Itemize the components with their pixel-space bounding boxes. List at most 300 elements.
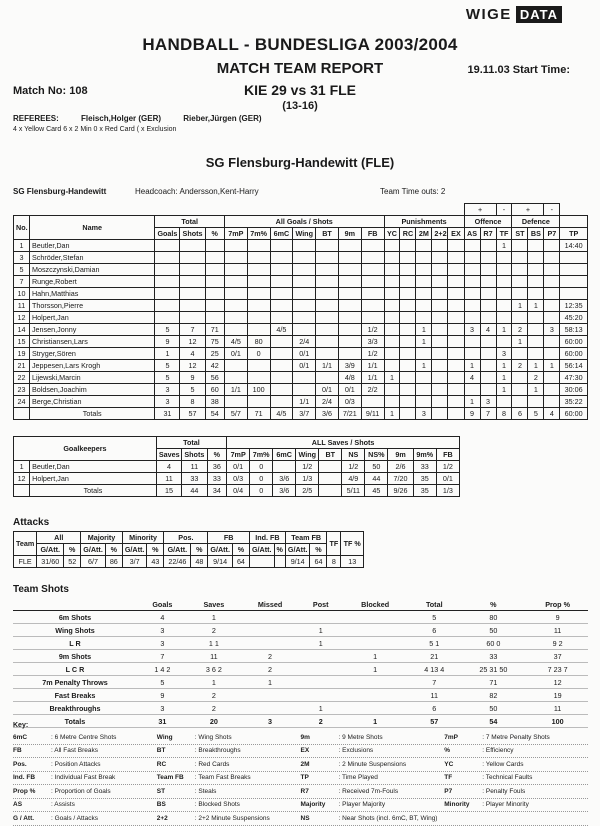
attacks-table-wrap	[13, 531, 364, 568]
attacks-cell: 3/7	[122, 556, 147, 568]
ts-cell: 1	[240, 676, 300, 689]
col-no: No.	[14, 216, 30, 240]
attacks-cell: 43	[147, 556, 164, 568]
player-cell	[512, 264, 528, 276]
gk-cell	[319, 473, 342, 485]
player-cell	[528, 312, 544, 324]
col-ex: EX	[448, 228, 464, 240]
ts-cell: 2	[240, 663, 300, 676]
ts-cell	[341, 611, 409, 624]
key-desc: : Goals / Attacks	[51, 814, 98, 822]
gk-cell: 11	[156, 473, 181, 485]
player-cell	[384, 360, 400, 372]
ts-cell: 3 6 2	[188, 663, 240, 676]
player-cell	[528, 288, 544, 300]
key-item	[444, 761, 588, 768]
player-cell	[361, 312, 384, 324]
player-cell: 60	[205, 384, 224, 396]
player-cell	[270, 252, 293, 264]
gk-cell: 4	[156, 461, 181, 473]
player-cell	[480, 372, 496, 384]
logo-data: DATA	[516, 6, 562, 23]
player-cell: 1	[416, 324, 432, 336]
player-cell	[293, 240, 316, 252]
player-cell	[316, 276, 339, 288]
key-desc: : All Fast Breaks	[51, 747, 98, 755]
col-rc: RC	[400, 228, 416, 240]
ts-cell: 3	[137, 702, 188, 715]
group-total: Total	[155, 216, 225, 228]
key-desc: : 6 Metre Centre Shots	[51, 733, 117, 741]
player-cell	[464, 348, 480, 360]
player-row	[14, 348, 588, 360]
player-cell	[432, 300, 448, 312]
gk-name: Holpert,Jan	[30, 473, 157, 485]
totals-cell: 7	[480, 408, 496, 420]
totals-cell: 5	[528, 408, 544, 420]
attacks-cell: 86	[105, 556, 122, 568]
player-cell	[448, 288, 464, 300]
player-cell: 1/1	[316, 360, 339, 372]
player-cell	[316, 372, 339, 384]
ts-col: Missed	[240, 598, 300, 611]
ts-totals-cell: 54	[460, 715, 528, 728]
gk-saves-group: ALL Saves / Shots	[227, 437, 460, 449]
ts-label: 9m Shots	[13, 650, 137, 663]
player-cell	[528, 264, 544, 276]
player-cell	[270, 276, 293, 288]
attacks-tf-pct-header: TF %	[341, 532, 364, 556]
ts-cell: 5	[137, 676, 188, 689]
group-punishments: Punishments	[384, 216, 464, 228]
player-cell	[338, 300, 361, 312]
referee-1: Fleisch,Holger (GER)	[81, 114, 162, 123]
attacks-cell: 8	[327, 556, 341, 568]
key-item	[301, 734, 445, 741]
referees-label: REFEREES:	[13, 114, 59, 123]
player-name: Thorsson,Pierre	[29, 300, 154, 312]
player-cell	[544, 312, 560, 324]
player-cell: 1	[416, 360, 432, 372]
key-abbr: 9m	[300, 733, 310, 741]
player-cell	[432, 324, 448, 336]
player-cell: 1	[528, 360, 544, 372]
player-cell	[480, 264, 496, 276]
player-cell: 1/1	[361, 360, 384, 372]
player-cell	[155, 300, 180, 312]
key-abbr: YC	[444, 760, 454, 768]
players-pm-row	[14, 204, 588, 216]
attacks-cell	[274, 556, 285, 568]
player-cell	[205, 240, 224, 252]
player-cell: 2/4	[293, 336, 316, 348]
player-cell	[512, 396, 528, 408]
attacks-cell: 64	[310, 556, 327, 568]
player-cell: 2	[512, 360, 528, 372]
ts-cell	[341, 637, 409, 650]
player-cell: 71	[205, 324, 224, 336]
offence-minus: -	[496, 204, 512, 216]
player-cell: 1	[512, 336, 528, 348]
key-row	[13, 745, 588, 759]
referee-2: Rieber,Jürgen (GER)	[183, 114, 262, 123]
player-cell: 1	[416, 336, 432, 348]
team-shots-row	[13, 611, 588, 624]
ts-cell: 5	[409, 611, 460, 624]
player-cell	[464, 240, 480, 252]
key-desc: : 7 Metre Penalty Shots	[482, 733, 550, 741]
player-cell	[316, 300, 339, 312]
ts-col: %	[460, 598, 528, 611]
player-cell	[316, 240, 339, 252]
ts-cell: 1	[341, 663, 409, 676]
defence-minus: -	[544, 204, 560, 216]
player-cell	[432, 360, 448, 372]
key-item	[13, 788, 157, 795]
col-wing: Wing	[293, 228, 316, 240]
ts-totals-cell: 57	[409, 715, 460, 728]
ts-totals-cell: Totals	[13, 715, 137, 728]
gk-cell: 0/3	[227, 473, 250, 485]
match-score: KIE 29 vs 31 FLE	[243, 82, 357, 98]
player-cell	[224, 264, 247, 276]
key-item	[157, 815, 301, 822]
players-table-wrap	[13, 203, 588, 420]
player-cell	[316, 312, 339, 324]
report-subtitle: MATCH TEAM REPORT	[216, 60, 384, 77]
player-cell	[416, 264, 432, 276]
team-shots-header-row	[13, 598, 588, 611]
player-name: Christiansen,Lars	[29, 336, 154, 348]
attacks-sub-gatt: G/Att.	[122, 544, 147, 556]
player-cell: 0	[247, 348, 270, 360]
player-cell: 1	[496, 324, 512, 336]
gk-totals-cell: 0	[250, 485, 273, 497]
gk-cell	[273, 461, 296, 473]
player-cell: 1/2	[361, 324, 384, 336]
gk-cell: 11	[182, 461, 207, 473]
offence-plus: +	[464, 204, 496, 216]
col-fb: FB	[361, 228, 384, 240]
player-cell	[432, 312, 448, 324]
player-cell	[384, 312, 400, 324]
player-cell: 2	[528, 372, 544, 384]
gk-cell: 1/3	[296, 473, 319, 485]
player-name: Boldsen,Joachim	[29, 384, 154, 396]
player-cell: 7	[180, 324, 205, 336]
key-abbr: Ind. FB	[13, 774, 36, 782]
player-row	[14, 264, 588, 276]
col-r7: R7	[480, 228, 496, 240]
player-cell: 0/3	[338, 396, 361, 408]
gk-cell: 1/2	[296, 461, 319, 473]
player-cell	[361, 288, 384, 300]
player-cell: 24	[14, 396, 30, 408]
key-abbr: TP	[300, 774, 309, 782]
key-item	[444, 734, 588, 741]
player-cell	[512, 312, 528, 324]
player-cell	[496, 312, 512, 324]
player-cell: 60:00	[560, 348, 588, 360]
player-cell: 4	[180, 348, 205, 360]
player-cell	[205, 300, 224, 312]
player-cell	[512, 252, 528, 264]
player-cell	[512, 384, 528, 396]
ts-cell	[300, 663, 341, 676]
attacks-cell: 9/14	[285, 556, 310, 568]
ts-col: Goals	[137, 598, 188, 611]
ts-cell: 4 13 4	[409, 663, 460, 676]
player-cell	[155, 288, 180, 300]
gk-total-group: Total	[156, 437, 226, 449]
attacks-cell: 9/14	[208, 556, 233, 568]
key-item	[301, 801, 445, 808]
ts-label: L R	[13, 637, 137, 650]
player-cell: 14:40	[560, 240, 588, 252]
gk-totals-cell: Totals	[30, 485, 157, 497]
gk-col-7m-: 7m%	[250, 449, 273, 461]
ts-cell	[240, 702, 300, 715]
player-cell: 3/3	[361, 336, 384, 348]
player-cell	[400, 240, 416, 252]
headcoach: Headcoach: Andersson,Kent-Harry	[135, 187, 259, 196]
team-shots-table	[13, 598, 588, 728]
key-abbr: BS	[156, 801, 166, 809]
col-name: Name	[29, 216, 154, 240]
player-cell	[432, 348, 448, 360]
player-cell: 11	[14, 300, 30, 312]
player-cell: 21	[14, 360, 30, 372]
key-desc: : 9 Metre Shots	[338, 733, 383, 741]
halftime-score: (13-16)	[282, 100, 318, 112]
key-desc: : Penalty Fouls	[482, 787, 526, 795]
ts-cell: 3	[137, 637, 188, 650]
player-row	[14, 360, 588, 372]
ts-cell: 21	[409, 650, 460, 663]
key-item	[157, 761, 301, 768]
ts-cell	[240, 611, 300, 624]
totals-cell: 4	[544, 408, 560, 420]
key-desc: : Wing Shots	[194, 733, 232, 741]
player-cell	[528, 396, 544, 408]
player-cell	[384, 396, 400, 408]
key-item	[444, 788, 588, 795]
player-cell	[400, 276, 416, 288]
key-abbr: FB	[13, 747, 22, 755]
player-cell	[270, 264, 293, 276]
player-cell	[432, 288, 448, 300]
player-cell	[400, 264, 416, 276]
gk-col-fb: FB	[436, 449, 459, 461]
player-cell	[293, 288, 316, 300]
player-cell: 2	[512, 324, 528, 336]
key-item	[301, 815, 445, 822]
player-cell	[293, 324, 316, 336]
ts-col: Saves	[188, 598, 240, 611]
ts-cell: 1	[300, 624, 341, 637]
gk-cell: 0	[250, 461, 273, 473]
key-abbr: RC	[156, 760, 167, 768]
player-cell	[560, 276, 588, 288]
col-shots: Shots	[180, 228, 205, 240]
player-cell	[432, 276, 448, 288]
attacks-sub-pct: %	[147, 544, 164, 556]
player-cell: 4/5	[224, 336, 247, 348]
key-item	[301, 788, 445, 795]
player-cell	[384, 240, 400, 252]
player-cell: 15	[14, 336, 30, 348]
player-cell: 56	[205, 372, 224, 384]
attacks-tf-header: TF	[327, 532, 341, 556]
player-cell	[247, 240, 270, 252]
player-cell: 0/1	[224, 348, 247, 360]
attacks-sub-row	[14, 544, 364, 556]
player-row	[14, 384, 588, 396]
player-cell	[560, 252, 588, 264]
key-desc: : Position Attacks	[51, 760, 101, 768]
gk-col-saves: Saves	[156, 449, 181, 461]
player-cell	[544, 384, 560, 396]
player-name: Jeppesen,Lars Krogh	[29, 360, 154, 372]
player-cell	[384, 324, 400, 336]
blank-cell	[560, 204, 588, 216]
key-desc: : Efficiency	[482, 747, 514, 755]
key-desc: : Time Played	[338, 774, 378, 782]
player-cell: 1	[528, 384, 544, 396]
players-totals-row	[14, 408, 588, 420]
ts-cell: 9	[527, 611, 588, 624]
player-cell	[247, 252, 270, 264]
gk-col-shots: Shots	[182, 449, 207, 461]
col-yc: YC	[384, 228, 400, 240]
player-cell	[155, 276, 180, 288]
key-abbr: TF	[444, 774, 453, 782]
player-row	[14, 396, 588, 408]
gk-cell: 12	[14, 473, 30, 485]
key-abbr: 7mP	[444, 733, 458, 741]
player-cell: 25	[205, 348, 224, 360]
key-desc: : Red Cards	[194, 760, 230, 768]
ts-col	[13, 598, 137, 611]
player-cell: 0/1	[293, 348, 316, 360]
key-abbr: AS	[13, 801, 23, 809]
player-name: Moszczynski,Damian	[29, 264, 154, 276]
player-cell	[416, 252, 432, 264]
player-cell: 1	[14, 240, 30, 252]
gk-cell: 44	[365, 473, 388, 485]
key-item	[301, 774, 445, 781]
gk-totals-cell: 34	[207, 485, 227, 497]
player-cell	[496, 252, 512, 264]
player-cell: 12:35	[560, 300, 588, 312]
key-row	[13, 799, 588, 813]
player-cell	[432, 384, 448, 396]
gk-cell: 50	[365, 461, 388, 473]
player-cell: 42	[205, 360, 224, 372]
col-tp: TP	[560, 228, 588, 240]
player-cell	[361, 264, 384, 276]
key-desc: : Breakthroughs	[194, 747, 241, 755]
player-cell	[448, 252, 464, 264]
ts-label: 6m Shots	[13, 611, 137, 624]
attacks-group: Ind. FB	[249, 532, 285, 544]
player-cell	[464, 384, 480, 396]
gk-col-9m-: 9m%	[413, 449, 436, 461]
key-abbr: 2M	[300, 760, 310, 768]
ts-cell: 71	[460, 676, 528, 689]
player-cell	[224, 360, 247, 372]
player-cell	[464, 300, 480, 312]
totals-cell: 3/6	[316, 408, 339, 420]
player-cell	[384, 288, 400, 300]
ts-cell	[300, 676, 341, 689]
ts-cell: 80	[460, 611, 528, 624]
player-cell	[544, 276, 560, 288]
team-shots-row	[13, 663, 588, 676]
player-cell	[496, 276, 512, 288]
player-cell	[400, 300, 416, 312]
attacks-cell: 6/7	[81, 556, 106, 568]
player-cell: 9	[155, 336, 180, 348]
key-item	[13, 774, 157, 781]
attacks-sub-gatt: G/Att.	[285, 544, 310, 556]
player-cell	[338, 324, 361, 336]
player-cell	[464, 288, 480, 300]
player-cell	[432, 336, 448, 348]
player-cell	[560, 288, 588, 300]
player-cell	[247, 276, 270, 288]
player-cell	[432, 372, 448, 384]
player-cell	[180, 276, 205, 288]
totals-cell: Totals	[29, 408, 154, 420]
gk-cell: 0/1	[436, 473, 459, 485]
player-cell: 47:30	[560, 372, 588, 384]
gk-row	[14, 461, 460, 473]
player-cell: 2/2	[361, 384, 384, 396]
referees	[13, 114, 282, 123]
col-7m-: 7m%	[247, 228, 270, 240]
player-cell	[400, 324, 416, 336]
player-cell	[338, 348, 361, 360]
player-cell	[448, 300, 464, 312]
match-number: Match No: 108	[13, 85, 88, 97]
gk-totals-cell	[319, 485, 342, 497]
player-name: Holpert,Jan	[29, 312, 154, 324]
ts-cell: 6	[409, 702, 460, 715]
ts-cell	[240, 637, 300, 650]
ts-cell: 1	[188, 611, 240, 624]
ts-cell	[341, 702, 409, 715]
player-cell: 23	[14, 384, 30, 396]
player-cell: 30:06	[560, 384, 588, 396]
key-item	[157, 801, 301, 808]
ts-cell: 50	[460, 702, 528, 715]
logo-wige: WIGE	[465, 6, 512, 23]
player-cell	[270, 372, 293, 384]
player-cell	[247, 300, 270, 312]
player-row	[14, 372, 588, 384]
player-row	[14, 288, 588, 300]
gk-col-ns-: NS%	[365, 449, 388, 461]
player-cell	[224, 372, 247, 384]
group-offence: Offence	[464, 216, 512, 228]
player-cell	[544, 396, 560, 408]
key-desc: : Yellow Cards	[482, 760, 524, 768]
player-cell: 4/8	[338, 372, 361, 384]
player-cell: 1	[464, 396, 480, 408]
col-6mc: 6mC	[270, 228, 293, 240]
group-defence: Defence	[512, 216, 560, 228]
